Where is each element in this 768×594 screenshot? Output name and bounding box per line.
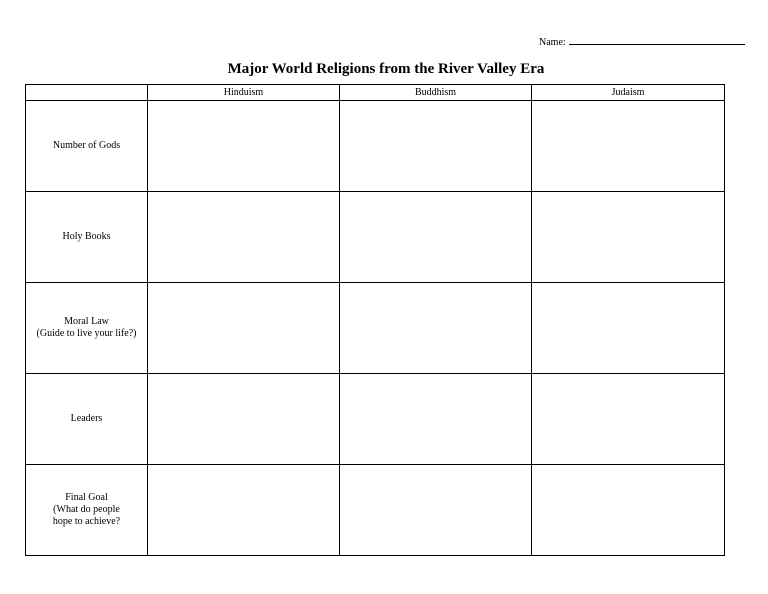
answer-cell[interactable] [148, 283, 340, 374]
answer-cell[interactable] [532, 283, 725, 374]
answer-cell[interactable] [340, 465, 532, 556]
answer-cell[interactable] [532, 192, 725, 283]
table-row [26, 283, 725, 374]
column-header-hinduism: Hinduism [148, 85, 340, 101]
row-label-moral-law [26, 283, 148, 374]
row-label-line: Holy Books [62, 231, 111, 242]
row-label-line: (Guide to live your life?) [36, 328, 137, 339]
answer-cell[interactable] [340, 101, 532, 192]
answer-cell[interactable] [148, 192, 340, 283]
answer-cell[interactable] [148, 374, 340, 465]
answer-cell[interactable] [532, 465, 725, 556]
answer-cell[interactable] [148, 465, 340, 556]
answer-cell[interactable] [340, 374, 532, 465]
table-row [26, 465, 725, 556]
answer-cell[interactable] [532, 374, 725, 465]
column-header-judaism: Judaism [532, 85, 725, 101]
name-field[interactable] [539, 35, 745, 49]
answer-cell[interactable] [148, 101, 340, 192]
page-title: Major World Religions from the River Valley Era [227, 61, 545, 77]
row-label-line: Number of Gods [52, 140, 121, 151]
table-row [26, 101, 725, 192]
row-label-line: Final Goal [65, 492, 108, 503]
table-row [26, 374, 725, 465]
row-label-number-of-gods [26, 101, 148, 192]
row-label-line: Moral Law [64, 316, 109, 327]
column-header-buddhism: Buddhism [340, 85, 532, 101]
answer-cell[interactable] [340, 192, 532, 283]
row-label-line: (What do people [53, 504, 120, 515]
table-header-row [26, 85, 725, 101]
row-label-final-goal [26, 465, 148, 556]
religions-comparison-table [25, 84, 725, 556]
row-label-line: hope to achieve? [52, 516, 121, 527]
answer-cell[interactable] [340, 283, 532, 374]
name-blank-line[interactable] [569, 35, 745, 45]
row-label-line: Leaders [70, 413, 103, 424]
row-label-leaders [26, 374, 148, 465]
table-row [26, 192, 725, 283]
answer-cell[interactable] [532, 101, 725, 192]
header-blank-cell [26, 85, 148, 101]
row-label-holy-books [26, 192, 148, 283]
name-label: Name: [539, 37, 566, 48]
